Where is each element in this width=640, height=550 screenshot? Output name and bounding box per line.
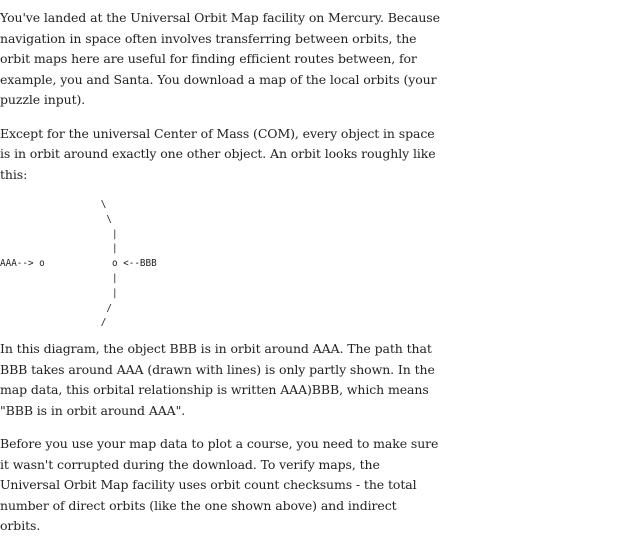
checksum-paragraph: Before you use your map data to plot a course, you need to make sure it wasn't corrupted during the download. To verify maps, the Universal Orbit Map facility uses orbit count checksums - the total number of direct orbits (like the one shown above) and indirect orbits.	[0, 436, 439, 534]
diagram-explanation-paragraph: In this diagram, the object BBB is in orbit around AAA. The path that BBB takes around AAA (drawn with lines) is only partly shown. In the map data, this orbital relationship is written AAA)BBB, which means "BBB is in orbit around AAA".	[0, 341, 435, 418]
puzzle-description	[0, 8, 440, 550]
orbit-diagram-ascii: \ \ | | AAA--> o o <--BBB | | / /	[0, 199, 157, 329]
com-paragraph: Except for the universal Center of Mass (COM), every object in space is in orbit around exactly one other object. An orbit looks roughly like this:	[0, 125, 436, 182]
orbit-diagram	[0, 198, 440, 331]
intro-paragraph: You've landed at the Universal Orbit Map facility on Mercury. Because navigation in space often involves transferring between orbits, the orbit maps here are useful for finding efficient routes between, for example, you and Santa. You download a map of the local orbits (your puzzle input).	[0, 10, 440, 107]
